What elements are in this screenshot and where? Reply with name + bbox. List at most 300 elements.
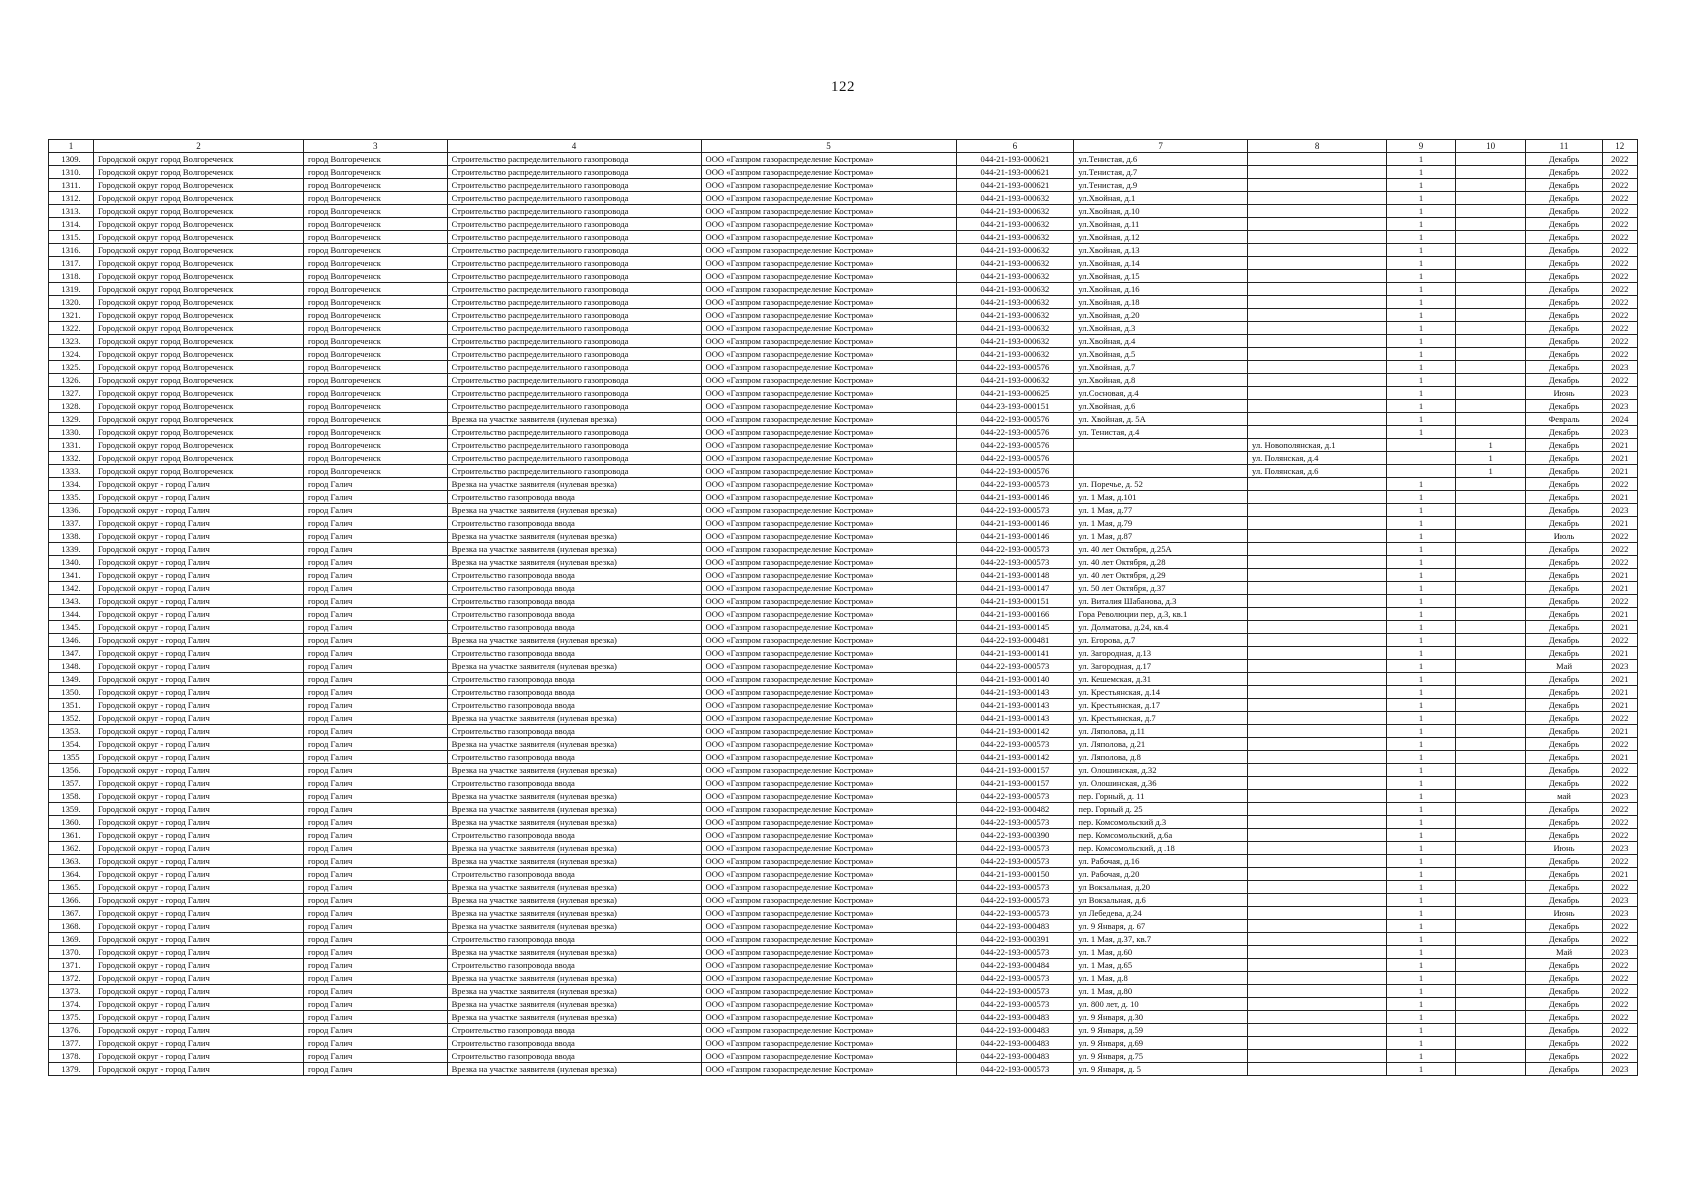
- count-alt-cell: [1455, 257, 1526, 270]
- address-cell: ул. 1 Мая, д.60: [1074, 946, 1248, 959]
- row-number-cell: 1327.: [49, 387, 94, 400]
- address-alt-cell: [1247, 907, 1386, 920]
- year-cell: 2022: [1602, 881, 1637, 894]
- address-cell: ул. 800 лет, д. 10: [1074, 998, 1248, 1011]
- address-alt-cell: [1247, 647, 1386, 660]
- address-cell: ул. Рабочая, д.20: [1074, 868, 1248, 881]
- work-type-cell: Строительство распределительного газопровода: [447, 361, 701, 374]
- table-row: [49, 361, 1638, 374]
- year-cell: 2022: [1602, 192, 1637, 205]
- gas-operator-cell: ООО «Газпром газораспределение Кострома»: [701, 231, 956, 244]
- municipality-cell: Городской округ город Волгореченск: [94, 426, 304, 439]
- count-alt-cell: [1455, 1011, 1526, 1024]
- gas-operator-cell: ООО «Газпром газораспределение Кострома»: [701, 491, 956, 504]
- address-alt-cell: [1247, 517, 1386, 530]
- work-type-cell: Строительство распределительного газопровода: [447, 283, 701, 296]
- work-type-cell: Строительство распределительного газопровода: [447, 153, 701, 166]
- settlement-cell: город Галич: [304, 569, 448, 582]
- address-cell: ул. Кешемская, д.31: [1074, 673, 1248, 686]
- table-row: [49, 374, 1638, 387]
- table-row: [49, 725, 1638, 738]
- row-number-cell: 1337.: [49, 517, 94, 530]
- work-type-cell: Врезка на участке заявителя (нулевая врезка): [447, 894, 701, 907]
- year-cell: 2022: [1602, 777, 1637, 790]
- address-cell: ул.Хвойная, д.15: [1074, 270, 1248, 283]
- settlement-cell: город Волгореченск: [304, 322, 448, 335]
- address-alt-cell: [1247, 673, 1386, 686]
- address-cell: ул. 50 лет Октября, д.37: [1074, 582, 1248, 595]
- month-cell: Декабрь: [1526, 1063, 1602, 1076]
- work-type-cell: Врезка на участке заявителя (нулевая врезка): [447, 764, 701, 777]
- year-cell: 2023: [1602, 400, 1637, 413]
- table-row: [49, 166, 1638, 179]
- registry-number-cell: 044-21-193-000632: [956, 218, 1074, 231]
- month-cell: Июль: [1526, 530, 1602, 543]
- month-cell: Декабрь: [1526, 205, 1602, 218]
- work-type-cell: Строительство распределительного газопровода: [447, 257, 701, 270]
- gas-operator-cell: ООО «Газпром газораспределение Кострома»: [701, 257, 956, 270]
- settlement-cell: город Галич: [304, 582, 448, 595]
- registry-number-cell: 044-22-193-000483: [956, 920, 1074, 933]
- settlement-cell: город Галич: [304, 985, 448, 998]
- count-alt-cell: [1455, 270, 1526, 283]
- count-cell: 1: [1387, 829, 1456, 842]
- municipality-cell: Городской округ - город Галич: [94, 478, 304, 491]
- year-cell: 2021: [1602, 517, 1637, 530]
- count-cell: 1: [1387, 790, 1456, 803]
- work-type-cell: Строительство распределительного газопровода: [447, 322, 701, 335]
- table-row: [49, 998, 1638, 1011]
- settlement-cell: город Галич: [304, 933, 448, 946]
- registry-number-cell: 044-21-193-000632: [956, 283, 1074, 296]
- count-cell: 1: [1387, 621, 1456, 634]
- municipality-cell: Городской округ город Волгореченск: [94, 270, 304, 283]
- gas-operator-cell: ООО «Газпром газораспределение Кострома»: [701, 478, 956, 491]
- row-number-cell: 1313.: [49, 205, 94, 218]
- month-cell: Декабрь: [1526, 231, 1602, 244]
- address-alt-cell: [1247, 478, 1386, 491]
- month-cell: май: [1526, 790, 1602, 803]
- gas-operator-cell: ООО «Газпром газораспределение Кострома»: [701, 192, 956, 205]
- gas-operator-cell: ООО «Газпром газораспределение Кострома»: [701, 673, 956, 686]
- settlement-cell: город Галич: [304, 621, 448, 634]
- address-cell: ул.Тенистая, д.9: [1074, 179, 1248, 192]
- table-row: [49, 946, 1638, 959]
- address-cell: ул.Хвойная, д.14: [1074, 257, 1248, 270]
- row-number-cell: 1314.: [49, 218, 94, 231]
- registry-number-cell: 044-22-193-000391: [956, 933, 1074, 946]
- year-cell: 2021: [1602, 647, 1637, 660]
- count-alt-cell: [1455, 582, 1526, 595]
- count-alt-cell: [1455, 335, 1526, 348]
- address-cell: ул Вокзальная, д.20: [1074, 881, 1248, 894]
- address-alt-cell: [1247, 764, 1386, 777]
- work-type-cell: Строительство газопровода ввода: [447, 1024, 701, 1037]
- month-cell: Декабрь: [1526, 803, 1602, 816]
- table-row: [49, 959, 1638, 972]
- address-alt-cell: [1247, 413, 1386, 426]
- work-type-cell: Строительство распределительного газопровода: [447, 296, 701, 309]
- address-cell: ул. Загородная, д.13: [1074, 647, 1248, 660]
- year-cell: 2022: [1602, 712, 1637, 725]
- address-alt-cell: [1247, 556, 1386, 569]
- municipality-cell: Городской округ город Волгореченск: [94, 179, 304, 192]
- address-cell: [1074, 452, 1248, 465]
- address-alt-cell: [1247, 751, 1386, 764]
- table-row: [49, 335, 1638, 348]
- address-alt-cell: [1247, 153, 1386, 166]
- work-type-cell: Строительство газопровода ввода: [447, 608, 701, 621]
- registry-number-cell: 044-22-193-000573: [956, 1063, 1074, 1076]
- address-cell: ул.Хвойная, д.7: [1074, 361, 1248, 374]
- year-cell: 2022: [1602, 933, 1637, 946]
- count-alt-cell: [1455, 972, 1526, 985]
- work-type-cell: Строительство распределительного газопровода: [447, 465, 701, 478]
- address-cell: ул. 1 Мая, д.87: [1074, 530, 1248, 543]
- count-cell: 1: [1387, 517, 1456, 530]
- address-cell: ул. Поречье, д. 52: [1074, 478, 1248, 491]
- month-cell: Декабрь: [1526, 491, 1602, 504]
- table-row: [49, 179, 1638, 192]
- settlement-cell: город Волгореченск: [304, 296, 448, 309]
- month-cell: Декабрь: [1526, 972, 1602, 985]
- settlement-cell: город Волгореченск: [304, 166, 448, 179]
- address-cell: ул. Ляполова, д.8: [1074, 751, 1248, 764]
- registry-number-cell: 044-21-193-000621: [956, 166, 1074, 179]
- work-type-cell: Врезка на участке заявителя (нулевая врезка): [447, 530, 701, 543]
- month-cell: Декабрь: [1526, 881, 1602, 894]
- address-cell: ул.Хвойная, д.10: [1074, 205, 1248, 218]
- count-alt-cell: [1455, 517, 1526, 530]
- year-cell: 2022: [1602, 738, 1637, 751]
- column-header: 4: [447, 140, 701, 153]
- address-alt-cell: [1247, 231, 1386, 244]
- address-cell: ул. 9 Января, д.69: [1074, 1037, 1248, 1050]
- registry-number-cell: 044-21-193-000625: [956, 387, 1074, 400]
- address-cell: ул. Тенистая, д.4: [1074, 426, 1248, 439]
- count-cell: [1387, 439, 1456, 452]
- address-cell: пер. Комсомольский д.3: [1074, 816, 1248, 829]
- count-cell: 1: [1387, 556, 1456, 569]
- settlement-cell: город Волгореченск: [304, 179, 448, 192]
- count-cell: 1: [1387, 920, 1456, 933]
- row-number-cell: 1371.: [49, 959, 94, 972]
- count-alt-cell: [1455, 296, 1526, 309]
- municipality-cell: Городской округ - город Галич: [94, 491, 304, 504]
- work-type-cell: Строительство распределительного газопровода: [447, 426, 701, 439]
- row-number-cell: 1338.: [49, 530, 94, 543]
- address-alt-cell: [1247, 803, 1386, 816]
- address-cell: ул. 9 Января, д. 67: [1074, 920, 1248, 933]
- municipality-cell: Городской округ - город Галич: [94, 751, 304, 764]
- work-type-cell: Врезка на участке заявителя (нулевая врезка): [447, 998, 701, 1011]
- registry-number-cell: 044-21-193-000146: [956, 530, 1074, 543]
- settlement-cell: город Галич: [304, 634, 448, 647]
- municipality-cell: Городской округ город Волгореченск: [94, 166, 304, 179]
- count-alt-cell: [1455, 647, 1526, 660]
- table-row: [49, 400, 1638, 413]
- column-header: 5: [701, 140, 956, 153]
- registry-number-cell: 044-21-193-000632: [956, 296, 1074, 309]
- count-cell: 1: [1387, 361, 1456, 374]
- address-cell: ул.Хвойная, д.13: [1074, 244, 1248, 257]
- count-cell: 1: [1387, 738, 1456, 751]
- gas-operator-cell: ООО «Газпром газораспределение Кострома»: [701, 972, 956, 985]
- work-type-cell: Врезка на участке заявителя (нулевая врезка): [447, 478, 701, 491]
- municipality-cell: Городской округ - город Галич: [94, 933, 304, 946]
- year-cell: 2022: [1602, 309, 1637, 322]
- address-alt-cell: [1247, 1063, 1386, 1076]
- work-type-cell: Строительство газопровода ввода: [447, 621, 701, 634]
- registry-number-cell: 044-21-193-000632: [956, 348, 1074, 361]
- count-cell: 1: [1387, 764, 1456, 777]
- municipality-cell: Городской округ город Волгореченск: [94, 218, 304, 231]
- registry-number-cell: 044-21-193-000143: [956, 686, 1074, 699]
- work-type-cell: Врезка на участке заявителя (нулевая врезка): [447, 855, 701, 868]
- gas-operator-cell: ООО «Газпром газораспределение Кострома»: [701, 400, 956, 413]
- municipality-cell: Городской округ город Волгореченск: [94, 465, 304, 478]
- month-cell: Декабрь: [1526, 517, 1602, 530]
- year-cell: 2022: [1602, 920, 1637, 933]
- settlement-cell: город Галич: [304, 491, 448, 504]
- address-cell: ул.Хвойная, д.20: [1074, 309, 1248, 322]
- row-number-cell: 1355: [49, 751, 94, 764]
- month-cell: Декабрь: [1526, 309, 1602, 322]
- month-cell: Июнь: [1526, 907, 1602, 920]
- municipality-cell: Городской округ город Волгореченск: [94, 374, 304, 387]
- municipality-cell: Городской округ город Волгореченск: [94, 335, 304, 348]
- table-row: [49, 699, 1638, 712]
- address-cell: ул. Ляполова, д.21: [1074, 738, 1248, 751]
- year-cell: 2021: [1602, 621, 1637, 634]
- year-cell: 2022: [1602, 374, 1637, 387]
- work-type-cell: Строительство газопровода ввода: [447, 517, 701, 530]
- gas-operator-cell: ООО «Газпром газораспределение Кострома»: [701, 985, 956, 998]
- table-row: [49, 920, 1638, 933]
- work-type-cell: Строительство распределительного газопровода: [447, 244, 701, 257]
- work-type-cell: Строительство распределительного газопровода: [447, 400, 701, 413]
- address-cell: ул. Загородная, д.17: [1074, 660, 1248, 673]
- municipality-cell: Городской округ - город Галич: [94, 699, 304, 712]
- row-number-cell: 1365.: [49, 881, 94, 894]
- table-row: [49, 1024, 1638, 1037]
- month-cell: Декабрь: [1526, 764, 1602, 777]
- address-cell: ул. 40 лет Октября, д.25А: [1074, 543, 1248, 556]
- row-number-cell: 1366.: [49, 894, 94, 907]
- work-type-cell: Строительство газопровода ввода: [447, 959, 701, 972]
- count-alt-cell: [1455, 803, 1526, 816]
- municipality-cell: Городской округ - город Галич: [94, 764, 304, 777]
- registry-number-cell: 044-21-193-000142: [956, 751, 1074, 764]
- row-number-cell: 1310.: [49, 166, 94, 179]
- address-alt-cell: [1247, 205, 1386, 218]
- count-alt-cell: [1455, 556, 1526, 569]
- month-cell: Декабрь: [1526, 270, 1602, 283]
- registry-number-cell: 044-22-193-000573: [956, 556, 1074, 569]
- count-cell: 1: [1387, 907, 1456, 920]
- gas-operator-cell: ООО «Газпром газораспределение Кострома»: [701, 647, 956, 660]
- municipality-cell: Городской округ - город Галич: [94, 530, 304, 543]
- address-alt-cell: [1247, 426, 1386, 439]
- count-cell: 1: [1387, 816, 1456, 829]
- address-alt-cell: [1247, 296, 1386, 309]
- work-type-cell: Строительство газопровода ввода: [447, 491, 701, 504]
- count-alt-cell: [1455, 777, 1526, 790]
- address-cell: ул.Хвойная, д.8: [1074, 374, 1248, 387]
- municipality-cell: Городской округ - город Галич: [94, 738, 304, 751]
- month-cell: Декабрь: [1526, 478, 1602, 491]
- count-cell: 1: [1387, 686, 1456, 699]
- gas-operator-cell: ООО «Газпром газораспределение Кострома»: [701, 465, 956, 478]
- address-cell: ул. Егорова, д.7: [1074, 634, 1248, 647]
- municipality-cell: Городской округ - город Галич: [94, 829, 304, 842]
- municipality-cell: Городской округ - город Галич: [94, 543, 304, 556]
- settlement-cell: город Галич: [304, 764, 448, 777]
- count-alt-cell: [1455, 738, 1526, 751]
- address-cell: ул.Хвойная, д.6: [1074, 400, 1248, 413]
- work-type-cell: Врезка на участке заявителя (нулевая врезка): [447, 660, 701, 673]
- year-cell: 2022: [1602, 972, 1637, 985]
- gas-operator-cell: ООО «Газпром газораспределение Кострома»: [701, 335, 956, 348]
- address-cell: ул. Ляполова, д.11: [1074, 725, 1248, 738]
- work-type-cell: Строительство распределительного газопровода: [447, 205, 701, 218]
- municipality-cell: Городской округ - город Галич: [94, 595, 304, 608]
- count-cell: 1: [1387, 283, 1456, 296]
- gas-operator-cell: ООО «Газпром газораспределение Кострома»: [701, 1037, 956, 1050]
- work-type-cell: Врезка на участке заявителя (нулевая врезка): [447, 712, 701, 725]
- count-cell: [1387, 465, 1456, 478]
- municipality-cell: Городской округ - город Галич: [94, 517, 304, 530]
- registry-number-cell: 044-22-193-000573: [956, 907, 1074, 920]
- year-cell: 2021: [1602, 673, 1637, 686]
- month-cell: Декабрь: [1526, 647, 1602, 660]
- count-cell: 1: [1387, 582, 1456, 595]
- municipality-cell: Городской округ - город Галич: [94, 998, 304, 1011]
- address-cell: ул.Хвойная, д.4: [1074, 335, 1248, 348]
- count-alt-cell: [1455, 283, 1526, 296]
- settlement-cell: город Галич: [304, 647, 448, 660]
- row-number-cell: 1367.: [49, 907, 94, 920]
- count-alt-cell: [1455, 374, 1526, 387]
- address-alt-cell: [1247, 218, 1386, 231]
- municipality-cell: Городской округ - город Галич: [94, 660, 304, 673]
- work-type-cell: Строительство газопровода ввода: [447, 725, 701, 738]
- count-alt-cell: [1455, 959, 1526, 972]
- address-cell: пер. Комсомольский, д.6а: [1074, 829, 1248, 842]
- address-cell: ул. Долматова, д.24, кв.4: [1074, 621, 1248, 634]
- address-alt-cell: [1247, 790, 1386, 803]
- registry-number-cell: 044-21-193-000632: [956, 192, 1074, 205]
- work-type-cell: Строительство газопровода ввода: [447, 569, 701, 582]
- settlement-cell: город Галич: [304, 595, 448, 608]
- count-alt-cell: [1455, 933, 1526, 946]
- count-cell: 1: [1387, 296, 1456, 309]
- table-row: [49, 192, 1638, 205]
- municipality-cell: Городской округ - город Галич: [94, 972, 304, 985]
- year-cell: 2022: [1602, 231, 1637, 244]
- month-cell: Декабрь: [1526, 1011, 1602, 1024]
- address-alt-cell: [1247, 595, 1386, 608]
- registry-number-cell: 044-22-193-000573: [956, 816, 1074, 829]
- count-cell: 1: [1387, 543, 1456, 556]
- address-cell: ул. 40 лет Октября, д.29: [1074, 569, 1248, 582]
- registry-number-cell: 044-22-193-000576: [956, 426, 1074, 439]
- column-header: 2: [94, 140, 304, 153]
- year-cell: 2022: [1602, 1037, 1637, 1050]
- registry-number-cell: 044-21-193-000143: [956, 712, 1074, 725]
- month-cell: Февраль: [1526, 413, 1602, 426]
- address-alt-cell: [1247, 725, 1386, 738]
- column-number-header-row: [49, 140, 1638, 153]
- year-cell: 2022: [1602, 166, 1637, 179]
- month-cell: Декабрь: [1526, 634, 1602, 647]
- month-cell: Июнь: [1526, 387, 1602, 400]
- settlement-cell: город Галич: [304, 855, 448, 868]
- count-alt-cell: [1455, 244, 1526, 257]
- address-alt-cell: [1247, 1011, 1386, 1024]
- count-cell: 1: [1387, 634, 1456, 647]
- address-cell: пер. Комсомольский, д .18: [1074, 842, 1248, 855]
- count-cell: 1: [1387, 257, 1456, 270]
- year-cell: 2022: [1602, 296, 1637, 309]
- table-row: [49, 1050, 1638, 1063]
- count-cell: 1: [1387, 985, 1456, 998]
- municipality-cell: Городской округ - город Галич: [94, 1050, 304, 1063]
- month-cell: Декабрь: [1526, 894, 1602, 907]
- registry-number-cell: 044-22-193-000573: [956, 985, 1074, 998]
- settlement-cell: город Волгореченск: [304, 465, 448, 478]
- column-header: 1: [49, 140, 94, 153]
- registry-number-cell: 044-21-193-000632: [956, 374, 1074, 387]
- month-cell: Декабрь: [1526, 855, 1602, 868]
- settlement-cell: город Галич: [304, 790, 448, 803]
- gas-operator-cell: ООО «Газпром газораспределение Кострома»: [701, 998, 956, 1011]
- address-alt-cell: ул. Новополянская, д.1: [1247, 439, 1386, 452]
- year-cell: 2024: [1602, 413, 1637, 426]
- municipality-cell: Городской округ - город Галич: [94, 569, 304, 582]
- row-number-cell: 1342.: [49, 582, 94, 595]
- gas-operator-cell: ООО «Газпром газораспределение Кострома»: [701, 530, 956, 543]
- settlement-cell: город Волгореченск: [304, 413, 448, 426]
- settlement-cell: город Галич: [304, 842, 448, 855]
- year-cell: 2022: [1602, 829, 1637, 842]
- settlement-cell: город Галич: [304, 556, 448, 569]
- gas-operator-cell: ООО «Газпром газораспределение Кострома»: [701, 387, 956, 400]
- gas-operator-cell: ООО «Газпром газораспределение Кострома»: [701, 270, 956, 283]
- table-row: [49, 413, 1638, 426]
- registry-number-cell: 044-21-193-000150: [956, 868, 1074, 881]
- work-type-cell: Строительство газопровода ввода: [447, 673, 701, 686]
- column-header: 6: [956, 140, 1074, 153]
- gas-operator-cell: ООО «Газпром газораспределение Кострома»: [701, 1024, 956, 1037]
- registry-number-cell: 044-22-193-000573: [956, 738, 1074, 751]
- count-cell: 1: [1387, 387, 1456, 400]
- row-number-cell: 1309.: [49, 153, 94, 166]
- month-cell: Декабрь: [1526, 868, 1602, 881]
- row-number-cell: 1378.: [49, 1050, 94, 1063]
- row-number-cell: 1339.: [49, 543, 94, 556]
- row-number-cell: 1333.: [49, 465, 94, 478]
- settlement-cell: город Галич: [304, 959, 448, 972]
- month-cell: Декабрь: [1526, 504, 1602, 517]
- count-alt-cell: [1455, 218, 1526, 231]
- count-alt-cell: [1455, 829, 1526, 842]
- table-row: [49, 647, 1638, 660]
- row-number-cell: 1315.: [49, 231, 94, 244]
- gas-operator-cell: ООО «Газпром газораспределение Кострома»: [701, 699, 956, 712]
- municipality-cell: Городской округ город Волгореченск: [94, 452, 304, 465]
- month-cell: Декабрь: [1526, 465, 1602, 478]
